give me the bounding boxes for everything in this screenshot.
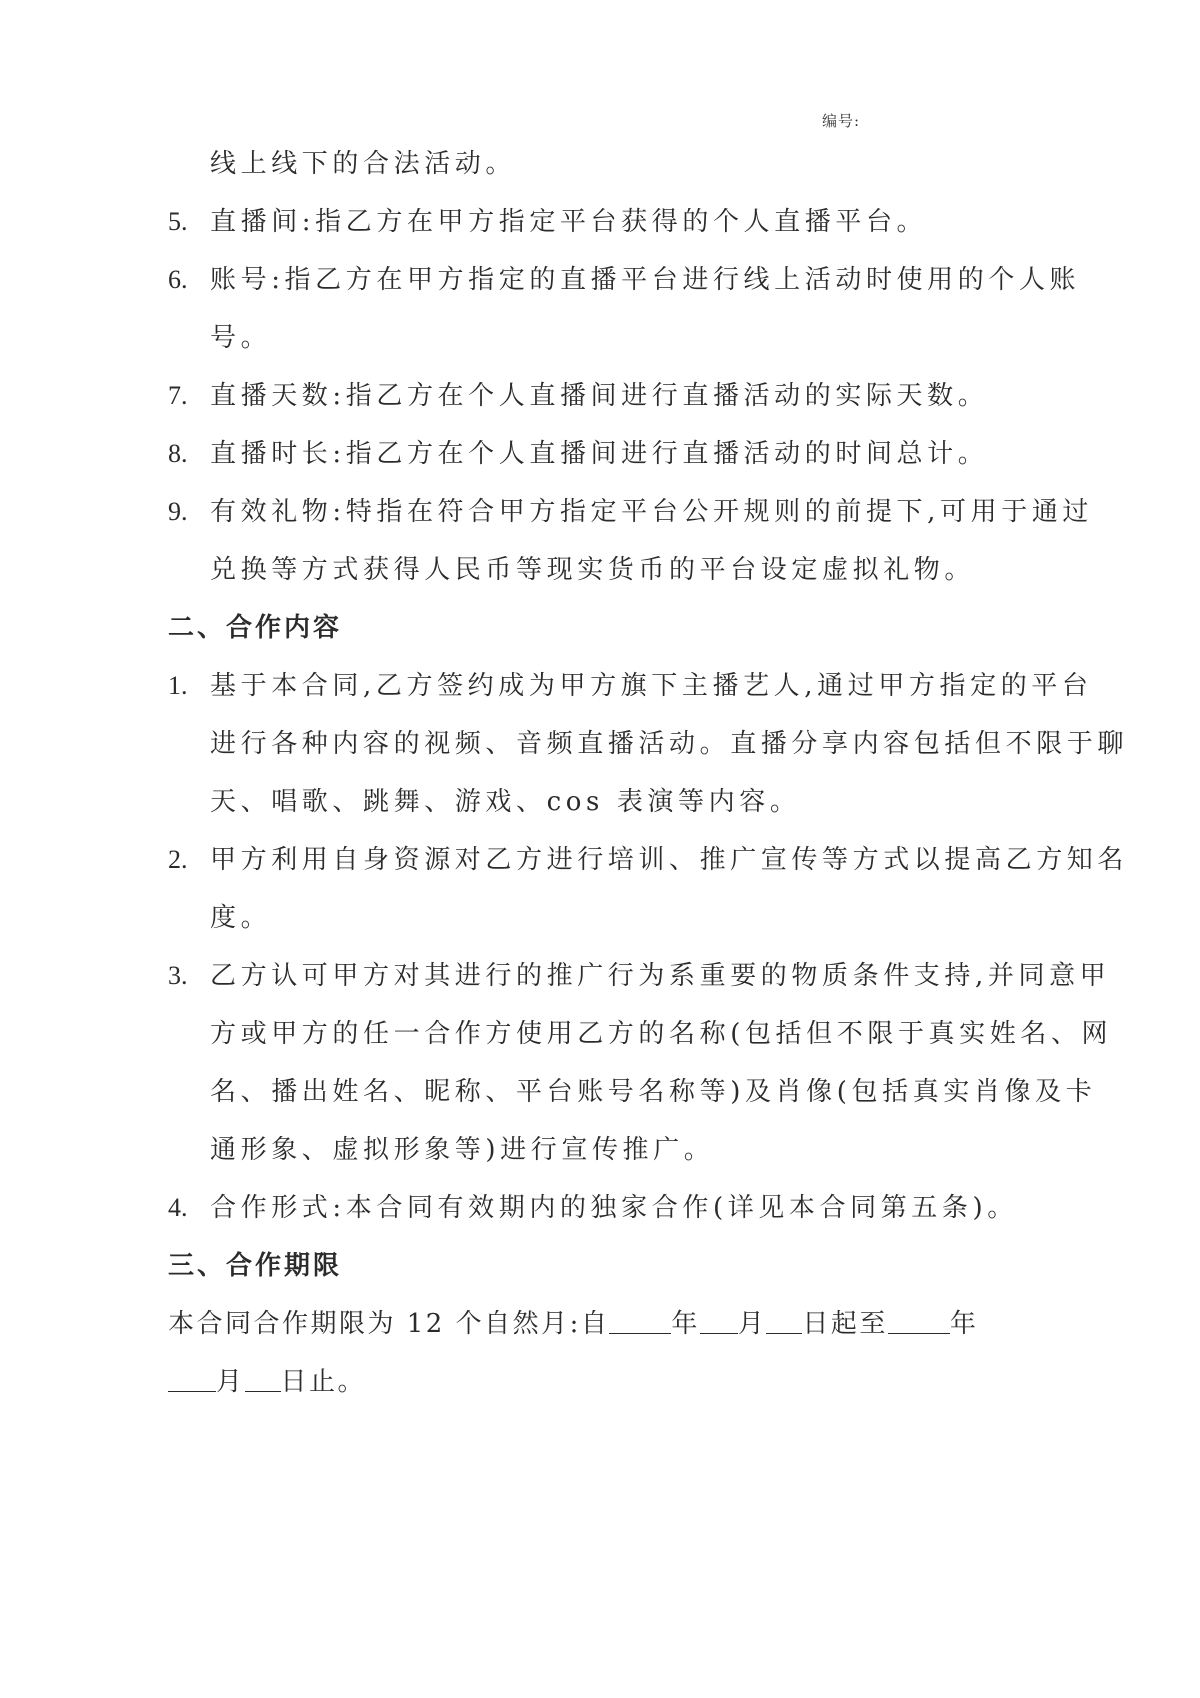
s2-item-1-line1: 基于本合同,乙方签约成为甲方旗下主播艺人,通过甲方指定的平台: [210, 671, 1093, 701]
item-5-number: 5.: [168, 207, 188, 236]
day-end-label: 日止。: [280, 1367, 367, 1397]
item-6-number: 6.: [168, 265, 188, 294]
end-day-blank[interactable]: [245, 1365, 281, 1392]
s2-item-1-number: 1.: [168, 671, 188, 700]
item-7-number: 7.: [168, 381, 188, 410]
s2-item-1-line2: 进行各种内容的视频、音频直播活动。直播分享内容包括但不限于聊: [210, 729, 1129, 759]
end-year-blank[interactable]: [888, 1307, 950, 1334]
s2-item-2-line2: 度。: [210, 903, 272, 933]
document-number-label: 编号:: [822, 112, 861, 130]
s2-item-4-text: 合作形式:本合同有效期内的独家合作(详见本合同第五条)。: [210, 1193, 1018, 1223]
term-period-line1: [168, 1306, 978, 1342]
s2-item-1-line3: 天、唱歌、跳舞、游戏、cos 表演等内容。: [210, 787, 801, 817]
month-label-1: 月: [737, 1309, 767, 1339]
item-9-line2: 兑换等方式获得人民币等现实货币的平台设定虚拟礼物。: [210, 555, 976, 585]
section-2-heading: 二、合作内容: [168, 613, 343, 643]
item-8-text: 直播时长:指乙方在个人直播间进行直播活动的时间总计。: [210, 439, 989, 469]
s2-item-3-line1: 乙方认可甲方对其进行的推广行为系重要的物质条件支持,并同意甲: [210, 961, 1111, 991]
term-period-line2: [168, 1364, 366, 1400]
item-9-number: 9.: [168, 497, 188, 526]
item-6-line1: 账号:指乙方在甲方指定的直播平台进行线上活动时使用的个人账: [210, 265, 1081, 295]
item-5-text: 直播间:指乙方在甲方指定平台获得的个人直播平台。: [210, 207, 928, 237]
item-4-continuation: 线上线下的合法活动。: [210, 149, 517, 179]
day-until-label: 日起至: [802, 1309, 888, 1339]
s2-item-2-number: 2.: [168, 845, 188, 874]
start-year-blank[interactable]: [609, 1307, 671, 1334]
s2-item-3-line2: 方或甲方的任一合作方使用乙方的名称(包括但不限于真实姓名、网: [210, 1019, 1113, 1049]
start-day-blank[interactable]: [766, 1307, 802, 1334]
item-7-text: 直播天数:指乙方在个人直播间进行直播活动的实际天数。: [210, 381, 989, 411]
year-label-2: 年: [949, 1309, 979, 1339]
s2-item-3-line3: 名、播出姓名、昵称、平台账号名称等)及肖像(包括真实肖像及卡: [210, 1077, 1097, 1107]
start-month-blank[interactable]: [700, 1307, 738, 1334]
s2-item-3-number: 3.: [168, 961, 188, 990]
month-label-2: 月: [216, 1367, 245, 1397]
s2-item-4-number: 4.: [168, 1193, 188, 1222]
s2-item-3-line4: 通形象、虚拟形象等)进行宣传推广。: [210, 1135, 715, 1165]
s2-item-2-line1: 甲方利用自身资源对乙方进行培训、推广宣传等方式以提高乙方知名: [210, 845, 1129, 875]
item-8-number: 8.: [168, 439, 188, 468]
item-6-line2: 号。: [210, 323, 272, 353]
section-3-heading: 三、合作期限: [168, 1251, 343, 1281]
end-month-blank[interactable]: [168, 1365, 216, 1392]
year-label-1: 年: [671, 1309, 700, 1339]
item-9-line1: 有效礼物:特指在符合甲方指定平台公开规则的前提下,可用于通过: [210, 497, 1094, 527]
term-intro: 本合同合作期限为 12 个自然月:自: [168, 1309, 610, 1339]
